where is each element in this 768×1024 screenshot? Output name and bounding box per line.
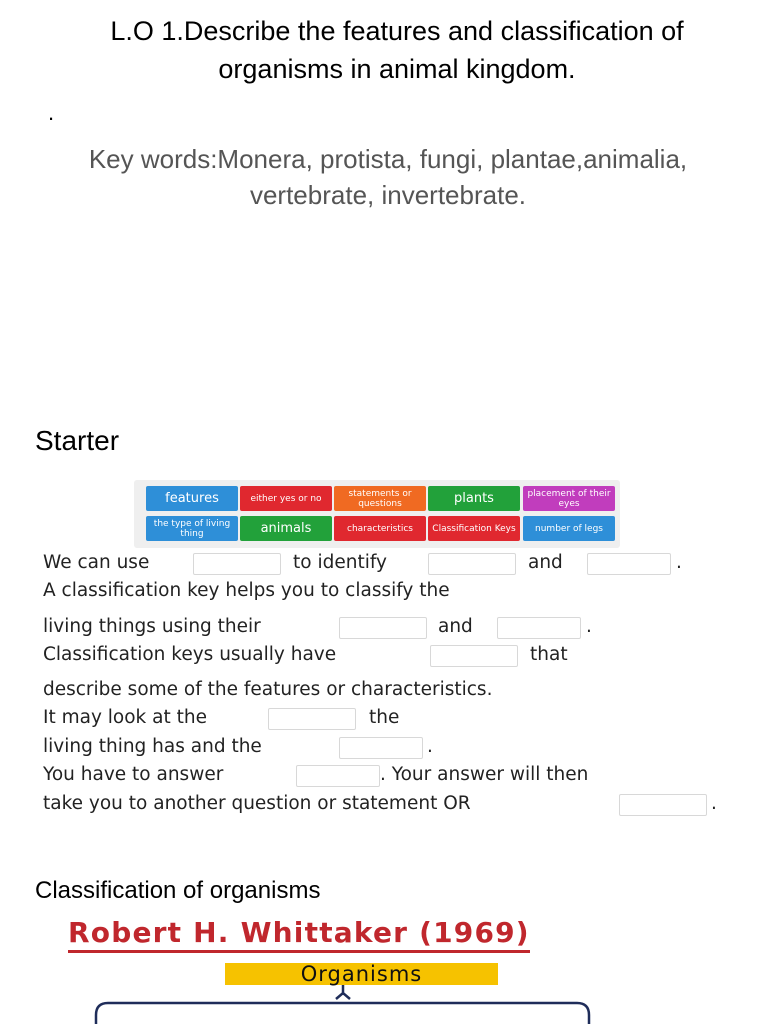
worksheet-text: to identify xyxy=(293,552,387,573)
worksheet-text: . Your answer will then xyxy=(380,764,589,785)
worksheet-text: the xyxy=(369,707,400,728)
worksheet-text: that xyxy=(530,644,568,665)
key-words-line-2: vertebrate, invertebrate. xyxy=(249,180,527,210)
worksheet-text: A classification key helps you to classify the xyxy=(43,580,450,601)
title-line-2: organisms in animal kingdom. xyxy=(218,54,576,84)
worksheet-text: living things using their xyxy=(43,616,261,637)
word-tile[interactable]: number of legs xyxy=(523,516,615,541)
title-line-1: L.O 1.Describe the features and classification of xyxy=(110,16,684,46)
worksheet-text: . xyxy=(711,793,717,814)
word-tile[interactable]: Classification Keys xyxy=(428,516,520,541)
word-tile[interactable]: features xyxy=(146,486,238,511)
worksheet-text: You have to answer xyxy=(43,764,224,785)
worksheet-text: and xyxy=(528,552,563,573)
worksheet-text: . xyxy=(427,736,433,757)
word-tile[interactable]: characteristics xyxy=(334,516,426,541)
worksheet-text: and xyxy=(438,616,473,637)
worksheet-text: . xyxy=(676,552,682,573)
starter-heading: Starter xyxy=(35,425,120,456)
word-tile[interactable]: statements or questions xyxy=(334,486,426,511)
word-tile[interactable]: either yes or no xyxy=(240,486,332,511)
bullet-dot: . xyxy=(48,100,55,125)
word-tile[interactable]: placement of their eyes xyxy=(523,486,615,511)
worksheet-text: take you to another question or statement OR xyxy=(43,793,471,814)
organisms-box: Organisms xyxy=(225,963,498,985)
word-tile[interactable]: animals xyxy=(240,516,332,541)
worksheet-text: We can use xyxy=(43,552,150,573)
worksheet-text: describe some of the features or characteristics. xyxy=(43,679,493,700)
worksheet-text: Classification keys usually have xyxy=(43,644,337,665)
worksheet-text: living thing has and the xyxy=(43,736,262,757)
word-tile[interactable]: plants xyxy=(428,486,520,511)
key-words-line-1: Key words:Monera, protista, fungi, plantae,animalia, xyxy=(88,144,688,174)
word-tile[interactable]: the type of living thing xyxy=(146,516,238,541)
classification-heading: Classification of organisms xyxy=(35,877,321,904)
worksheet-text: It may look at the xyxy=(43,707,207,728)
worksheet-text: . xyxy=(586,616,592,637)
whittaker-title: Robert H. Whittaker (1969) xyxy=(68,916,530,953)
